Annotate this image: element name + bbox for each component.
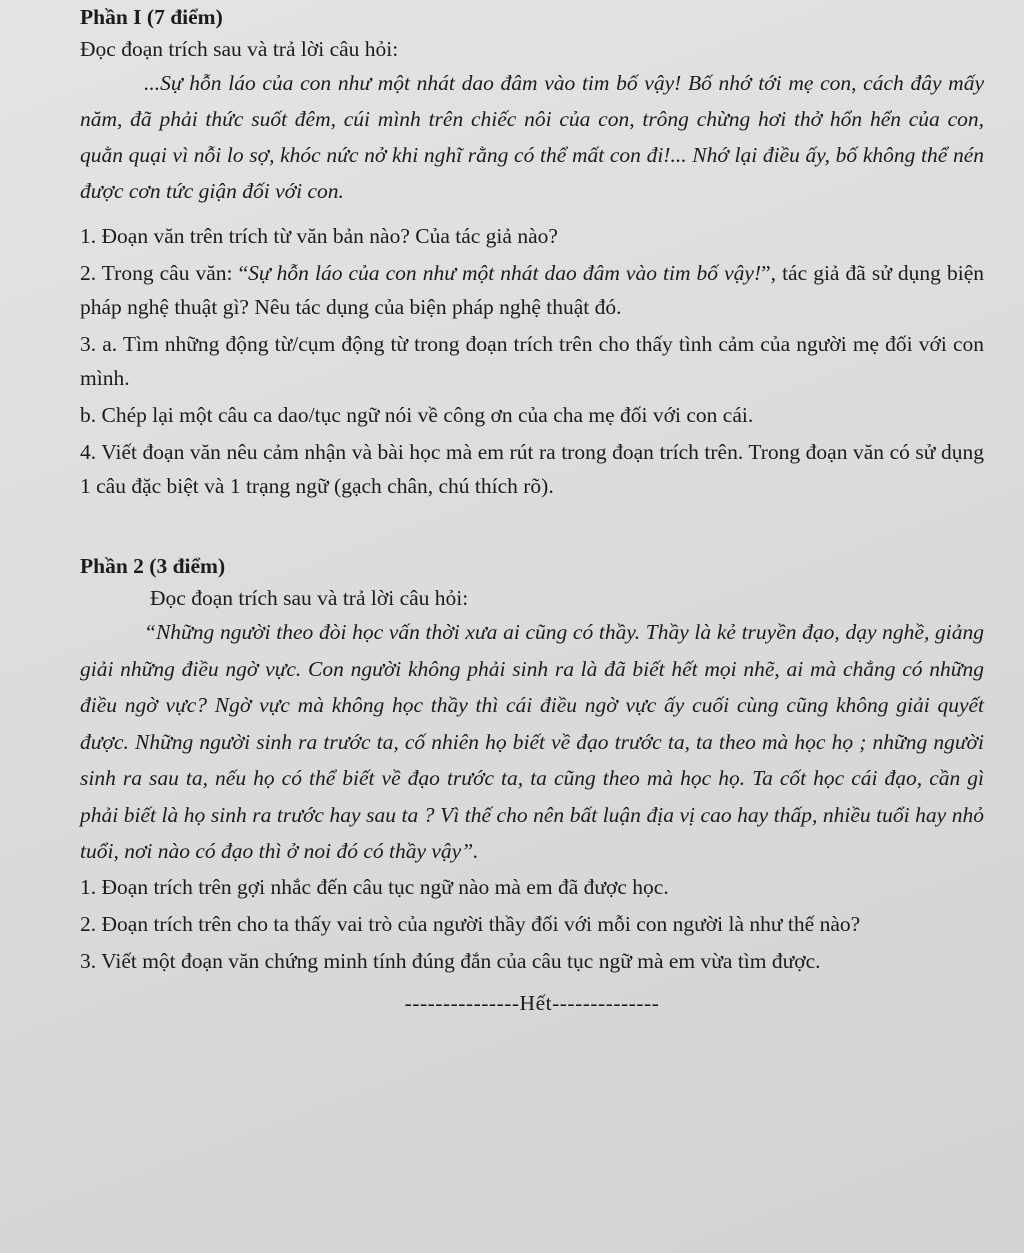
question-suffix: ”, tác giả đã sử dụng biện pháp nghệ thuật gì? Nêu tác dụng của biện pháp nghệ thuật đó.	[80, 261, 984, 319]
end-marker: ---------------Hết--------------	[404, 990, 660, 1015]
part-1-questions	[80, 219, 984, 503]
part-1-heading: Phần I (7 điểm)	[80, 5, 223, 29]
question-item	[80, 944, 984, 978]
question-item	[80, 870, 984, 904]
question-quote: Sự hỗn láo của con như một nhát dao đâm vào tim bố vậy!	[248, 261, 762, 285]
part-2-excerpt-text: “Những người theo đòi học vấn thời xưa ai cũng có thầy. Thầy là kẻ truyền đạo, dạy nghề, giảng giải những điều ngờ vực. Con người không phải sinh ra là đã biết hết mọi nhẽ, ai mà chẳng có những điều ngờ vực? Ngờ vực mà không học thầy thì cái điều ngờ vực ấy cuối cùng cũng không giải quyết được. Những người sinh ra trước ta, cố nhiên họ biết về đạo trước ta, ta theo mà học họ ; những người sinh ra sau ta, nếu họ có thể biết về đạo trước ta, ta cũng theo mà học họ. Ta cốt học cái đạo, cần gì phải biết là họ sinh ra trước hay sau ta ? Vì thế cho nên bất luận địa vị cao hay thấp, nhiều tuổi hay nhỏ tuổi, nơi nào có đạo thì ở noi đó có thầy vậy”.	[80, 620, 984, 863]
question-prefix: 2. Trong câu văn: “	[80, 261, 249, 285]
question-item	[80, 327, 984, 395]
part-2-heading: Phần 2 (3 điểm)	[80, 554, 226, 578]
question-text: 3. a. Tìm những động từ/cụm động từ trong đoạn trích trên cho thấy tình cảm của người mẹ đối với con mình.	[80, 332, 984, 390]
part-2-instruction: Đọc đoạn trích sau và trả lời câu hỏi:	[150, 585, 469, 610]
part-2-excerpt	[80, 614, 984, 870]
question-text: 4. Viết đoạn văn nêu cảm nhận và bài học mà em rút ra trong đoạn trích trên. Trong đoạn văn có sử dụng 1 câu đặc biệt và 1 trạng ngữ (gạch chân, chú thích rõ).	[80, 440, 984, 498]
part-1-excerpt-text: ...Sự hỗn láo của con như một nhát dao đâm vào tim bố vậy! Bố nhớ tới mẹ con, cách đây mấy năm, đã phải thức suốt đêm, cúi mình trên chiếc nôi của con, trông chừng hơi thở hổn hển của con, quằn quại vì nỗi lo sợ, khóc nức nở khi nghĩ rằng có thể mất con đi!... Nhớ lại điều ấy, bố không thể nén được cơn tức giận đối với con.	[80, 71, 984, 203]
question-text: 3. Viết một đoạn văn chứng minh tính đúng đắn của câu tục ngữ mà em vừa tìm được.	[80, 948, 821, 973]
question-item	[80, 256, 984, 324]
part-2-questions	[80, 870, 984, 978]
question-text: 2. Đoạn trích trên cho ta thấy vai trò của người thầy đối với mỗi con người là như thế nào?	[80, 911, 861, 936]
question-item	[80, 907, 984, 941]
part-1-excerpt	[80, 65, 984, 209]
part-1-instruction: Đọc đoạn trích sau và trả lời câu hỏi:	[80, 36, 399, 61]
part-2-section	[80, 551, 984, 978]
question-item	[80, 398, 984, 432]
part-1-section	[80, 2, 984, 503]
question-text: 1. Đoạn văn trên trích từ văn bản nào? Của tác giả nào?	[80, 224, 558, 248]
question-text: b. Chép lại một câu ca dao/tục ngữ nói về công ơn của cha mẹ đối với con cái.	[80, 403, 754, 427]
question-text: 1. Đoạn trích trên gợi nhắc đến câu tục ngữ nào mà em đã được học.	[80, 874, 669, 899]
question-item	[80, 219, 984, 253]
question-item	[80, 435, 984, 503]
